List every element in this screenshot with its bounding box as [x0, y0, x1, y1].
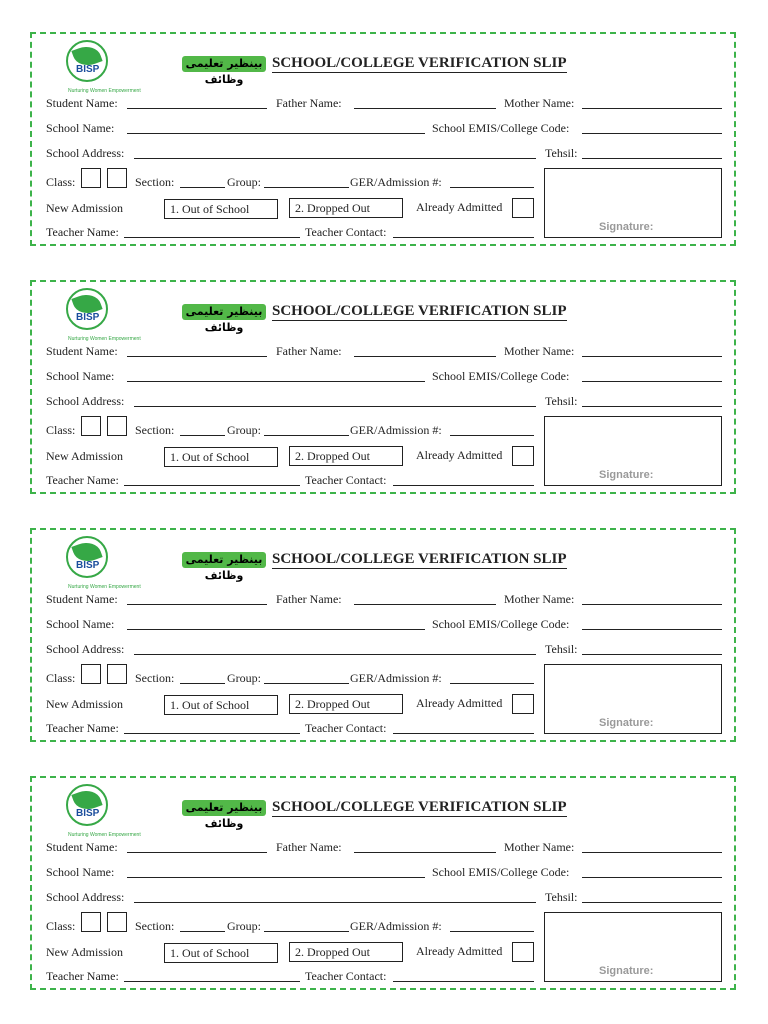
class-label: Class: [46, 671, 76, 685]
section-field[interactable] [180, 435, 225, 436]
class-box-1[interactable] [81, 664, 101, 684]
school-emis-field[interactable] [582, 381, 722, 382]
mother-name-label: Mother Name: [504, 592, 575, 606]
father-name-field[interactable] [354, 356, 496, 357]
student-name-label: Student Name: [46, 96, 118, 110]
verification-slip-1 [30, 32, 736, 246]
class-box-1[interactable] [81, 416, 101, 436]
out-of-school-option[interactable]: 1. Out of School [164, 695, 278, 715]
ger-label: GER/Admission #: [350, 175, 442, 189]
section-field[interactable] [180, 931, 225, 932]
teacher-name-label: Teacher Name: [46, 969, 119, 983]
dropped-out-option[interactable]: 2. Dropped Out [289, 942, 403, 962]
school-name-field[interactable] [127, 629, 425, 630]
tehsil-label: Tehsil: [545, 890, 578, 904]
verification-slip-4 [30, 776, 736, 990]
school-name-field[interactable] [127, 133, 425, 134]
teacher-contact-field[interactable] [393, 981, 534, 982]
tehsil-label: Tehsil: [545, 642, 578, 656]
section-label: Section: [135, 919, 175, 933]
dropped-out-option[interactable]: 2. Dropped Out [289, 198, 403, 218]
tehsil-field[interactable] [582, 654, 722, 655]
mother-name-label: Mother Name: [504, 840, 575, 854]
signature-label: Signature: [599, 717, 654, 729]
program-badge: بینظیر تعلیمی وظائف [182, 56, 266, 72]
school-name-label: School Name: [46, 865, 115, 879]
student-name-label: Student Name: [46, 840, 118, 854]
student-name-label: Student Name: [46, 344, 118, 358]
student-name-field[interactable] [127, 108, 267, 109]
out-of-school-option[interactable]: 1. Out of School [164, 943, 278, 963]
new-admission-label: New Admission [46, 449, 124, 463]
school-emis-field[interactable] [582, 629, 722, 630]
already-admitted-label: Already Admitted [416, 944, 503, 958]
ger-field[interactable] [450, 683, 534, 684]
father-name-field[interactable] [354, 604, 496, 605]
logo-tagline: Nurturing Women Empowerment [68, 336, 141, 342]
dropped-out-option[interactable]: 2. Dropped Out [289, 446, 403, 466]
already-admitted-checkbox[interactable] [512, 694, 534, 714]
school-name-label: School Name: [46, 617, 115, 631]
section-field[interactable] [180, 187, 225, 188]
mother-name-field[interactable] [582, 356, 722, 357]
school-emis-label: School EMIS/College Code: [432, 865, 570, 879]
teacher-contact-label: Teacher Contact: [305, 969, 387, 983]
class-box-2[interactable] [107, 168, 127, 188]
tehsil-field[interactable] [582, 158, 722, 159]
school-address-label: School Address: [46, 394, 125, 408]
signature-label: Signature: [599, 221, 654, 233]
student-name-field[interactable] [127, 604, 267, 605]
ger-field[interactable] [450, 187, 534, 188]
section-label: Section: [135, 671, 175, 685]
mother-name-field[interactable] [582, 852, 722, 853]
teacher-name-label: Teacher Name: [46, 473, 119, 487]
school-emis-field[interactable] [582, 133, 722, 134]
father-name-label: Father Name: [276, 96, 342, 110]
tehsil-label: Tehsil: [545, 394, 578, 408]
father-name-field[interactable] [354, 852, 496, 853]
school-address-field[interactable] [134, 902, 536, 903]
father-name-label: Father Name: [276, 840, 342, 854]
ger-label: GER/Admission #: [350, 919, 442, 933]
ger-label: GER/Admission #: [350, 671, 442, 685]
group-field[interactable] [264, 187, 349, 188]
program-badge: بینظیر تعلیمی وظائف [182, 552, 266, 568]
father-name-field[interactable] [354, 108, 496, 109]
program-badge: بینظیر تعلیمی وظائف [182, 304, 266, 320]
school-address-label: School Address: [46, 642, 125, 656]
section-field[interactable] [180, 683, 225, 684]
new-admission-label: New Admission [46, 945, 124, 959]
group-field[interactable] [264, 931, 349, 932]
teacher-contact-field[interactable] [393, 733, 534, 734]
school-name-field[interactable] [127, 381, 425, 382]
bisp-logo [56, 536, 141, 592]
school-address-field[interactable] [134, 406, 536, 407]
father-name-label: Father Name: [276, 344, 342, 358]
slip-title: SCHOOL/COLLEGE VERIFICATION SLIP [272, 799, 567, 815]
ger-field[interactable] [450, 931, 534, 932]
signature-label: Signature: [599, 965, 654, 977]
verification-slip-3 [30, 528, 736, 742]
group-field[interactable] [264, 683, 349, 684]
teacher-contact-field[interactable] [393, 485, 534, 486]
group-label: Group: [227, 919, 261, 933]
dropped-out-option[interactable]: 2. Dropped Out [289, 694, 403, 714]
teacher-name-label: Teacher Name: [46, 225, 119, 239]
class-box-2[interactable] [107, 416, 127, 436]
ger-label: GER/Admission #: [350, 423, 442, 437]
logo-text: BISP [76, 312, 100, 323]
teacher-contact-label: Teacher Contact: [305, 225, 387, 239]
logo-text: BISP [76, 560, 100, 571]
group-label: Group: [227, 175, 261, 189]
out-of-school-option[interactable]: 1. Out of School [164, 447, 278, 467]
class-label: Class: [46, 175, 76, 189]
ger-field[interactable] [450, 435, 534, 436]
bisp-logo [56, 784, 141, 840]
tehsil-label: Tehsil: [545, 146, 578, 160]
section-label: Section: [135, 175, 175, 189]
already-admitted-checkbox[interactable] [512, 942, 534, 962]
teacher-name-field[interactable] [124, 237, 300, 238]
class-box-2[interactable] [107, 912, 127, 932]
new-admission-label: New Admission [46, 201, 124, 215]
class-box-1[interactable] [81, 168, 101, 188]
logo-tagline: Nurturing Women Empowerment [68, 584, 141, 590]
teacher-contact-label: Teacher Contact: [305, 721, 387, 735]
signature-label: Signature: [599, 469, 654, 481]
mother-name-field[interactable] [582, 604, 722, 605]
bisp-logo [56, 40, 141, 96]
mother-name-field[interactable] [582, 108, 722, 109]
group-label: Group: [227, 671, 261, 685]
school-name-field[interactable] [127, 877, 425, 878]
logo-tagline: Nurturing Women Empowerment [68, 88, 141, 94]
already-admitted-label: Already Admitted [416, 200, 503, 214]
logo-text: BISP [76, 808, 100, 819]
student-name-field[interactable] [127, 852, 267, 853]
father-name-label: Father Name: [276, 592, 342, 606]
new-admission-label: New Admission [46, 697, 124, 711]
teacher-name-field[interactable] [124, 485, 300, 486]
class-box-1[interactable] [81, 912, 101, 932]
school-emis-label: School EMIS/College Code: [432, 121, 570, 135]
logo-text: BISP [76, 64, 100, 75]
mother-name-label: Mother Name: [504, 96, 575, 110]
school-emis-field[interactable] [582, 877, 722, 878]
school-address-field[interactable] [134, 158, 536, 159]
mother-name-label: Mother Name: [504, 344, 575, 358]
school-emis-label: School EMIS/College Code: [432, 617, 570, 631]
already-admitted-label: Already Admitted [416, 448, 503, 462]
verification-slip-2 [30, 280, 736, 494]
teacher-name-label: Teacher Name: [46, 721, 119, 735]
program-badge: بینظیر تعلیمی وظائف [182, 800, 266, 816]
section-label: Section: [135, 423, 175, 437]
logo-tagline: Nurturing Women Empowerment [68, 832, 141, 838]
slip-title: SCHOOL/COLLEGE VERIFICATION SLIP [272, 551, 567, 567]
school-address-label: School Address: [46, 890, 125, 904]
teacher-name-field[interactable] [124, 733, 300, 734]
tehsil-field[interactable] [582, 902, 722, 903]
class-label: Class: [46, 423, 76, 437]
already-admitted-checkbox[interactable] [512, 198, 534, 218]
student-name-field[interactable] [127, 356, 267, 357]
already-admitted-checkbox[interactable] [512, 446, 534, 466]
bisp-logo [56, 288, 141, 344]
tehsil-field[interactable] [582, 406, 722, 407]
teacher-contact-label: Teacher Contact: [305, 473, 387, 487]
group-label: Group: [227, 423, 261, 437]
slip-title: SCHOOL/COLLEGE VERIFICATION SLIP [272, 303, 567, 319]
school-name-label: School Name: [46, 121, 115, 135]
out-of-school-option[interactable]: 1. Out of School [164, 199, 278, 219]
group-field[interactable] [264, 435, 349, 436]
teacher-contact-field[interactable] [393, 237, 534, 238]
teacher-name-field[interactable] [124, 981, 300, 982]
class-box-2[interactable] [107, 664, 127, 684]
school-name-label: School Name: [46, 369, 115, 383]
school-address-field[interactable] [134, 654, 536, 655]
student-name-label: Student Name: [46, 592, 118, 606]
school-address-label: School Address: [46, 146, 125, 160]
class-label: Class: [46, 919, 76, 933]
slip-title: SCHOOL/COLLEGE VERIFICATION SLIP [272, 55, 567, 71]
school-emis-label: School EMIS/College Code: [432, 369, 570, 383]
already-admitted-label: Already Admitted [416, 696, 503, 710]
